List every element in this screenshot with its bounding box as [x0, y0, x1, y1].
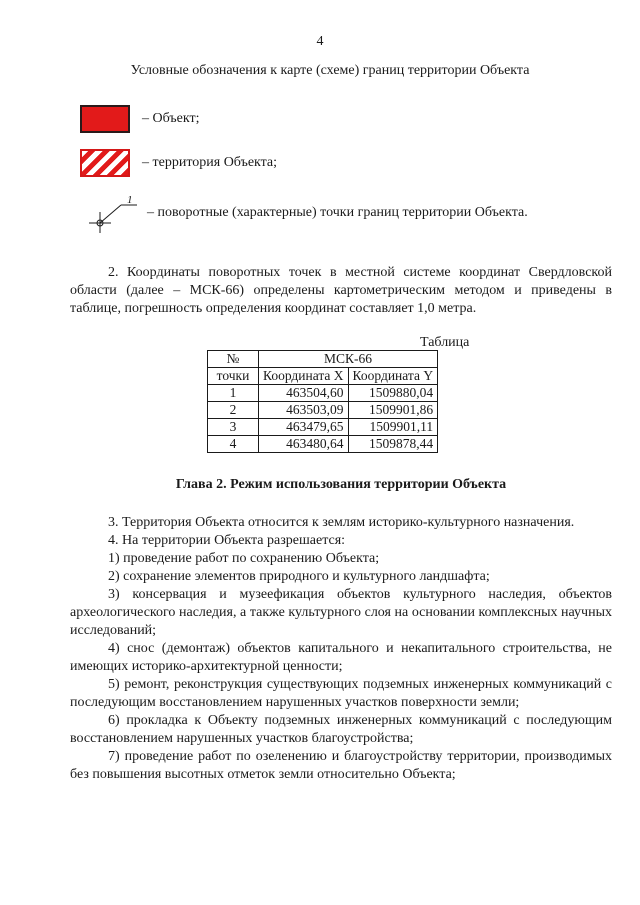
- coord-y: 1509901,11: [348, 419, 438, 436]
- red-hatched-rectangle-icon: [80, 149, 130, 177]
- coord-y: 1509878,44: [348, 436, 438, 453]
- table-subheader-row: [208, 368, 438, 385]
- table-row: [208, 385, 438, 402]
- list-item: 4) снос (демонтаж) объектов капитального и некапитального строительства, не имеющих историко-архитектурной ценности;: [70, 641, 612, 674]
- page-number: 4: [316, 34, 324, 49]
- coord-y: 1509880,04: [348, 385, 438, 402]
- list-item: 5) ремонт, реконструкция существующих подземных инженерных коммуникаций с последующим восстановлением нарушенных участков поверхности земли;: [70, 677, 612, 710]
- list-item: 3) консервация и музеефикация объектов культурного наследия, объектов археологического наследия, а также культурного слоя на основании комплексных научных исследований;: [70, 587, 612, 638]
- header-system: МСК-66: [259, 351, 438, 368]
- turning-point-number: 1: [127, 194, 133, 206]
- regime-text: [70, 514, 612, 784]
- legend-label-turning-points: – поворотные (характерные) точки границ территории Объекта.: [147, 205, 528, 220]
- point-number: 3: [208, 419, 259, 436]
- legend-item-turning-points: [85, 196, 528, 230]
- header-no-sub: точки: [208, 368, 259, 385]
- point-number: 1: [208, 385, 259, 402]
- point-number: 2: [208, 402, 259, 419]
- coord-x: 463504,60: [259, 385, 349, 402]
- paragraph: 4. На территории Объекта разрешается:: [108, 533, 346, 548]
- paragraph: 3. Территория Объекта относится к землям историко-культурного назначения.: [108, 515, 575, 530]
- header-no: №: [208, 351, 259, 368]
- coord-x: 463480,64: [259, 436, 349, 453]
- coord-x: 463503,09: [259, 402, 349, 419]
- list-item: 1) проведение работ по сохранению Объекта;: [108, 551, 380, 566]
- chapter-title: Глава 2. Режим использования территории Объекта: [175, 477, 507, 492]
- coord-x: 463479,65: [259, 419, 349, 436]
- list-item: 6) прокладка к Объекту подземных инженерных коммуникаций с последующим восстановлением нарушенных участков благоустройства;: [70, 713, 612, 746]
- legend-label-territory: – территория Объекта;: [142, 155, 278, 170]
- header-y: Координата Y: [348, 368, 438, 385]
- legend-item-territory: [80, 146, 277, 180]
- header-x: Координата X: [259, 368, 349, 385]
- point-number: 4: [208, 436, 259, 453]
- table-caption: Таблица: [420, 335, 470, 350]
- list-item: 7) проведение работ по озеленению и благоустройству территории, производимых без повышения высотных отметок земли относительно Объекта;: [70, 749, 612, 782]
- table-header-row: [208, 351, 438, 368]
- list-item: 2) сохранение элементов природного и культурного ландшафта;: [108, 569, 490, 584]
- coordinates-table: [207, 350, 438, 453]
- coords-paragraph: 2. Координаты поворотных точек в местной системе координат Свердловской области (далее – МСК-66) определены картометрическим методом и приведены в таблице, погрешность определения координат составляет 1,0 метра.: [70, 265, 612, 316]
- turning-point-icon: [85, 193, 141, 233]
- table-row: [208, 402, 438, 419]
- legend-label-object: – Объект;: [142, 111, 200, 126]
- coord-y: 1509901,86: [348, 402, 438, 419]
- legend-item-object: [80, 102, 199, 136]
- table-row: [208, 436, 438, 453]
- red-filled-rectangle-icon: [80, 105, 130, 133]
- table-row: [208, 419, 438, 436]
- legend-title: Условные обозначения к карте (схеме) границ территории Объекта: [130, 63, 530, 78]
